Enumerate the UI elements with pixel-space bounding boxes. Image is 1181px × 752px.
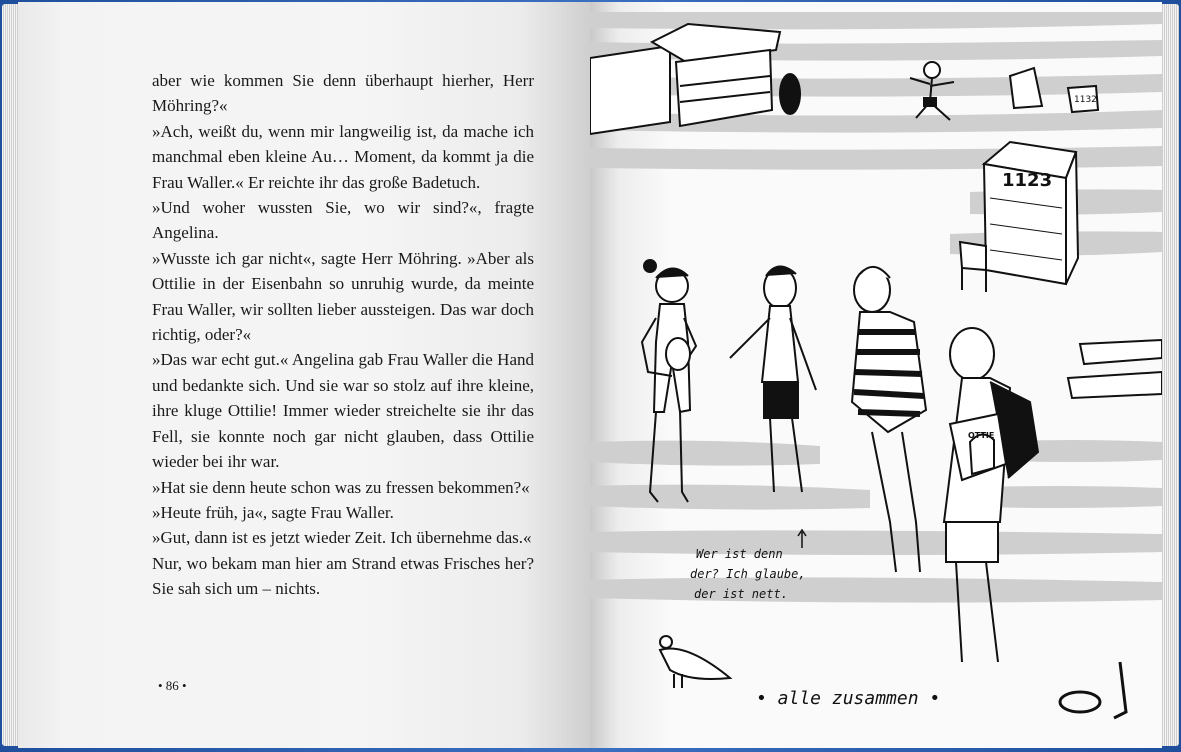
paragraph: »Wusste ich gar nicht«, sagte Herr Möhring. »Aber als Ottilie in der Eisenbahn so unruhig wurde, da meinte Frau Waller, wir sollten lieber aussteigen. Das war doch richtig, oder?« (152, 248, 534, 345)
paragraph: »Hat sie denn heute schon was zu fressen bekommen?« (152, 477, 530, 497)
girl-figure (642, 260, 696, 502)
woman-figure (852, 267, 926, 572)
page-number: • 86 • (158, 678, 187, 693)
seagull (660, 636, 730, 688)
left-page (18, 2, 590, 748)
paragraph: »Gut, dann ist es jetzt wieder Zeit. Ich übernehme das.« (152, 528, 532, 548)
right-page (590, 2, 1162, 748)
paragraph: Nur, wo bekam man hier am Strand etwas Frisches her? Sie sah sich um – nichts. (152, 553, 534, 599)
page-edges-right (1160, 4, 1179, 746)
paragraph: »Heute früh, ja«, sagte Frau Waller. (152, 502, 394, 522)
paragraph: »Und woher wussten Sie, wo wir sind?«, fragte Angelina. (152, 198, 534, 243)
paragraph: »Ach, weißt du, wenn mir langweilig ist, da mache ich manchmal eben kleine Au… Moment, da kommt ja die Frau Waller.« Er reichte ihr das große Badetuch. (152, 121, 534, 192)
speech-line: der ist nett. (694, 587, 788, 601)
illustration-caption: • alle zusammen • (756, 688, 941, 709)
speech-line: der? Ich glaube, (690, 567, 806, 581)
reclining-legs (1068, 340, 1162, 398)
box-label: OTTIE (968, 431, 995, 440)
beach-chair-number: 1123 (1002, 170, 1053, 191)
paragraph: aber wie kommen Sie denn überhaupt hierher, Herr Möhring?« (152, 71, 534, 116)
body-text (152, 68, 534, 602)
beach-illustration (590, 2, 1162, 748)
snorkel-gear (1060, 662, 1126, 718)
small-chair-number: 1132 (1074, 95, 1097, 105)
paragraph: »Das war echt gut.« Angelina gab Frau Waller die Hand und bedankte sich. Und sie war so stolz auf ihre kleine, ihre kluge Ottilie! Immer wieder streichelte sie ihr das Fell, sie konnte noch gar nicht glauben, dass Ottilie wieder bei ihr war. (152, 350, 534, 472)
speech-line: Wer ist denn (696, 547, 783, 561)
